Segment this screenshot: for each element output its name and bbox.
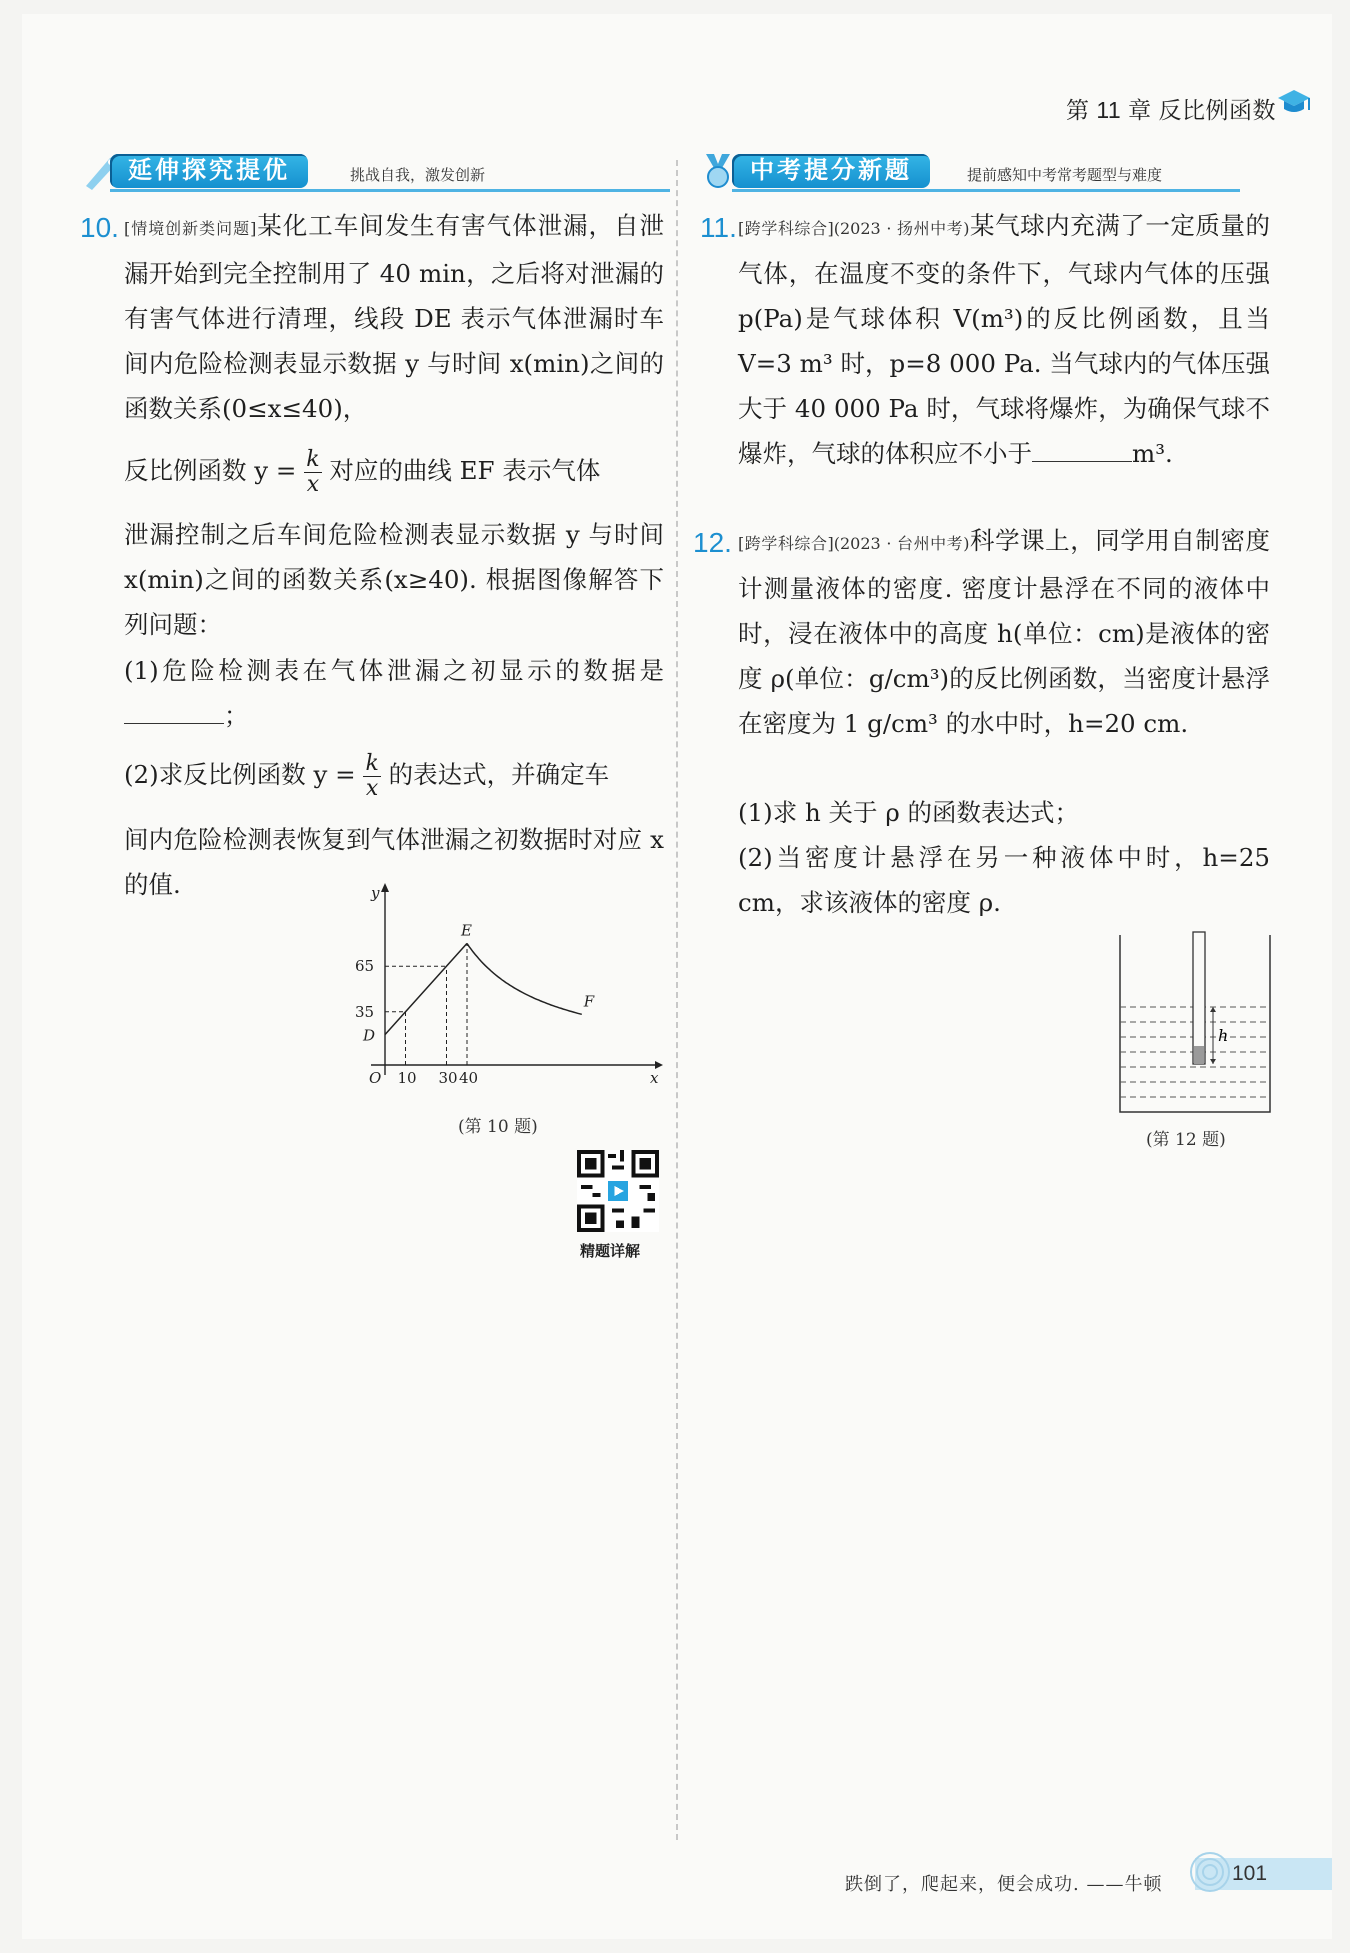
footer-quote: 跌倒了，爬起来，便会成功. ——牛顿	[845, 1874, 1163, 1895]
left-banner-title: 延伸探究提优	[110, 154, 308, 188]
origin-label: O	[369, 1069, 382, 1087]
question-10-tag: [情境创新类问题]	[124, 219, 257, 238]
x-tick-40: 40	[459, 1069, 479, 1087]
x-axis-arrow	[655, 1061, 663, 1069]
question-10-part-1: (1)危险检测表在气体泄漏之初显示的数据是；	[124, 656, 664, 730]
question-10-intro	[124, 203, 664, 431]
point-label-d: D	[363, 1026, 376, 1045]
question-12-part-1: (1)求 h 关于 ρ 的函数表达式；	[738, 798, 1080, 827]
y-axis-label: y	[371, 884, 380, 902]
qr-code[interactable]	[577, 1150, 659, 1232]
question-10-number: 10.	[80, 212, 119, 243]
x-axis-label: x	[650, 1069, 659, 1087]
curve-ef	[467, 943, 582, 1014]
right-banner-underline	[732, 189, 1240, 192]
question-10-caption: (第 10 题)	[458, 1117, 538, 1137]
question-12-part-2: (2)当密度计悬浮在另一种液体中时，h=25 cm，求该液体的密度 ρ.	[738, 843, 1270, 917]
point-label-f: F	[583, 992, 595, 1011]
page-rings-icon	[1188, 1850, 1232, 1894]
left-section-banner	[70, 150, 670, 192]
medal-icon	[700, 152, 736, 190]
question-11-body: [跨学科综合](2023 · 扬州中考)某气球内充满了一定质量的气体，在温度不变的条件下，气球内气体的压强 p(Pa)是气球体积 V(m³)的反比例函数，且当 V=3 m³ 时，p=8 000 Pa. 当气球内的气体压强大于 40 000 Pa 时，气球将爆炸，为确保气球不爆炸，气球的体积应不小于 m³.	[738, 211, 1271, 468]
question-11-number: 11.	[700, 212, 737, 243]
answer-blank-10[interactable]	[124, 723, 224, 724]
question-10-func-post: 对应的曲线 EF 表示气体	[329, 456, 601, 485]
graduation-cap-icon	[1276, 88, 1312, 118]
fraction-k-over-x-2: $\frac{k}{x}$	[365, 751, 379, 801]
question-10-part-2: (2)求反比例函数 y = $\frac{k}{x}$ 的表达式，并确定车	[124, 751, 610, 801]
question-10-intro-text: 某化工车间发生有害气体泄漏，自泄漏开始到完全控制用了 40 min，之后将对泄漏的有害气体进行清理，线段 DE 表示气体泄漏时车间内危险检测表显示数据 y 与时间 x(min)之间的函数关系(0≤x≤40)，	[124, 211, 664, 423]
column-divider	[676, 160, 678, 1840]
right-banner-subtitle: 提前感知中考常考题型与难度	[967, 167, 1163, 184]
qr-label: 精题详解	[580, 1243, 641, 1260]
question-11-tag: [跨学科综合](2023 · 扬州中考)	[738, 219, 970, 238]
right-section-banner	[692, 150, 1240, 192]
question-12-tag: [跨学科综合](2023 · 台州中考)	[738, 534, 970, 553]
y-tick-35: 35	[355, 1002, 375, 1021]
left-banner-subtitle: 挑战自我，激发创新	[350, 167, 486, 184]
question-10-graph	[345, 878, 665, 1108]
question-12-number: 12.	[693, 527, 732, 558]
chapter-header: 第 11 章 反比例函数	[1065, 97, 1276, 123]
question-12-body: [跨学科综合](2023 · 台州中考)科学课上，同学用自制密度计测量液体的密度. 密度计悬浮在不同的液体中时，浸在液体中的高度 h(单位：cm)是液体的密度 ρ(单位：g/cm³)的反比例函数，当密度计悬浮在密度为 1 g/cm³ 的水中时，h=20 cm.	[738, 526, 1271, 738]
x-tick-10: 10	[397, 1069, 417, 1087]
page-number: 101	[1232, 1862, 1268, 1885]
point-label-e: E	[461, 921, 472, 940]
y-tick-65: 65	[355, 957, 375, 976]
hydrometer-figure	[1115, 930, 1275, 1115]
question-10-continuation: 泄漏控制之后车间危险检测表显示数据 y 与时间 x(min)之间的函数关系(x≥40). 根据图像解答下列问题：	[124, 520, 664, 639]
question-12-caption: (第 12 题)	[1146, 1130, 1226, 1150]
height-label: h	[1218, 1026, 1229, 1045]
answer-blank-11[interactable]	[1032, 461, 1132, 462]
x-tick-30: 30	[438, 1069, 458, 1087]
question-10-part-2-cont: 间内危险检测表恢复到气体泄漏之初数据时对应 x 的值.	[124, 825, 664, 899]
right-banner-title: 中考提分新题	[732, 154, 930, 188]
question-10-func-pre: 反比例函数 y =	[124, 456, 297, 485]
question-10-function-line	[124, 448, 664, 508]
y-axis-arrow	[381, 883, 389, 892]
segment-de	[385, 943, 467, 1034]
left-banner-underline	[110, 189, 670, 192]
fraction-k-over-x: $\frac{k}{x}$	[306, 447, 320, 497]
